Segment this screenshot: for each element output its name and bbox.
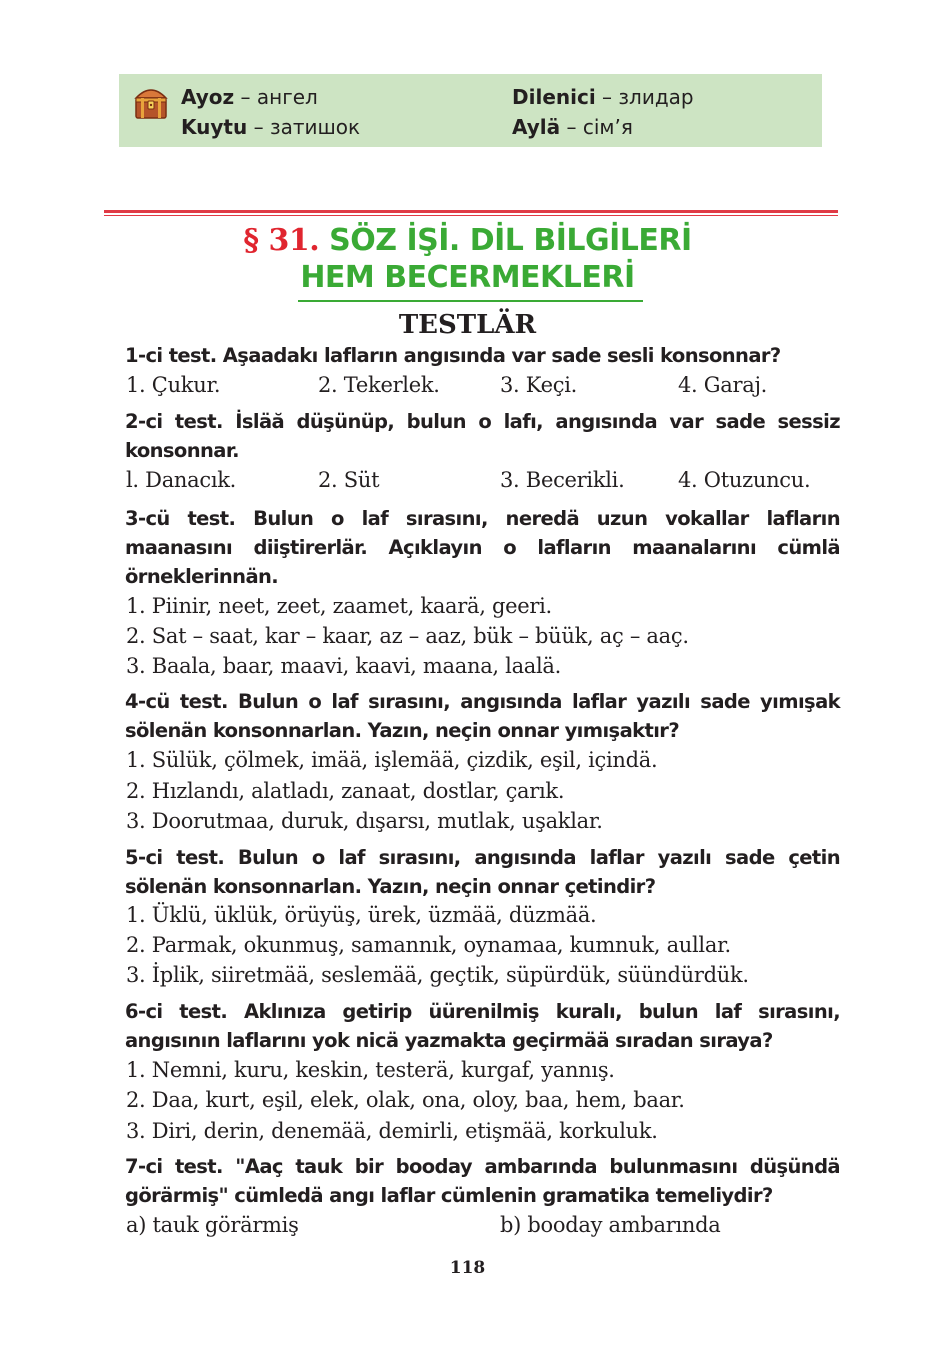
answer-option: a) tauk görärmiş [126, 1213, 299, 1237]
answer-option: 1. Çukur. [126, 373, 221, 397]
answer-option: b) booday ambarında [500, 1213, 721, 1237]
answer-option: 3. Diri, derin, denemää, demirli, etişmää, korkuluk. [126, 1119, 658, 1143]
test-question: 2-ci test. İsläă düşünüp, bulun o lafı, angısında var sade sessiz konsonnar. [125, 410, 840, 462]
answer-option: 1. Sülük, çölmek, imää, işlemää, çizdik, eşil, içindä. [126, 748, 658, 772]
test-question: 7-ci test. "Aaç tauk bir booday ambarında bulunmasını düşündä görärmiş" cümledä angı laflar cümlenin gramatika temeliydir? [125, 1155, 840, 1207]
section-number: § 31. [243, 223, 320, 258]
answer-option: 1. Üklü, üklük, örüyüş, ürek, üzmää, düzmää. [126, 903, 597, 927]
answer-option: 3. Doorutmaa, duruk, dışarsı, mutlak, uşaklar. [126, 809, 603, 833]
test-question: 3-cü test. Bulun o laf sırasını, neredä uzun vokallar lafların maanasını diiştirerlär. Açıklayın o lafların maanalarını cümlä örneklerinnän. [125, 507, 840, 588]
answer-option: 2. Parmak, okunmuş, samannık, oynamaa, kumnuk, aullar. [126, 933, 731, 957]
answer-option: 2. Sat – saat, kar – kaar, az – aaz, bük – büük, aç – aaç. [126, 624, 689, 648]
answer-option: l. Danacık. [126, 468, 237, 492]
vocabulary-box [119, 74, 822, 147]
answer-option: 3. Keçi. [500, 373, 578, 397]
answer-option: 3. Becerikli. [500, 468, 625, 492]
answer-option: 1. Nemni, kuru, keskin, testerä, kurgaf, yannış. [126, 1058, 615, 1082]
section-title-line1: § 31. SÖZ İŞİ. DİL BİLGİLERİ [243, 223, 692, 258]
answer-option: 2. Daa, kurt, eşil, elek, olak, ona, oloy, baa, hem, baar. [126, 1088, 685, 1112]
section-title-line2: HEM BECERMEKLERİ [300, 260, 635, 295]
answer-option: 3. İplik, siiretmää, seslemää, geçtik, süpürdük, süündürdük. [126, 963, 749, 987]
vocab-entry: Ayoz – ангел [181, 85, 318, 109]
section-subtitle: TESTLÄR [398, 310, 537, 340]
section-divider-thin [104, 215, 838, 216]
answer-option: 3. Baala, baar, maavi, kaavi, maana, laalä. [126, 654, 562, 678]
answer-option: 2. Tekerlek. [318, 373, 440, 397]
vocab-entry: Kuytu – затишок [181, 115, 361, 139]
test-question: 5-ci test. Bulun o laf sırasını, angısında laflar yazılı sade çetin sölenän konsonnarlan. Yazın, neçin onnar çetindir? [125, 846, 840, 898]
answer-option: 4. Garaj. [678, 373, 768, 397]
treasure-chest-icon [133, 84, 169, 122]
answer-option: 2. Süt [318, 468, 380, 492]
test-question: 1-ci test. Aşaadakı lafların angısında var sade sesli konsonnar? [125, 344, 781, 367]
answer-option: 4. Otuzuncu. [678, 468, 811, 492]
test-question: 4-cü test. Bulun o laf sırasını, angısında laflar yazılı sade yımışak sölenän konsonnarlan. Yazın, neçin onnar yımışaktır? [125, 690, 840, 742]
vocab-entry: Aylä – сім’я [512, 115, 633, 139]
page-number: 118 [449, 1258, 486, 1278]
answer-option: 1. Piinir, neet, zeet, zaamet, kaarä, geeri. [126, 594, 552, 618]
vocab-entry: Dilenici – злидар [512, 85, 694, 109]
title-underline [298, 300, 643, 302]
section-divider-thick [104, 210, 838, 213]
answer-option: 2. Hızlandı, alatladı, zanaat, dostlar, çarık. [126, 779, 565, 803]
test-question: 6-ci test. Aklınıza getirip üürenilmiş kuralı, bulun laf sırasını, angısının laflarını yok nicä yazmakta geçirmää sıradan sıraya? [125, 1000, 840, 1052]
